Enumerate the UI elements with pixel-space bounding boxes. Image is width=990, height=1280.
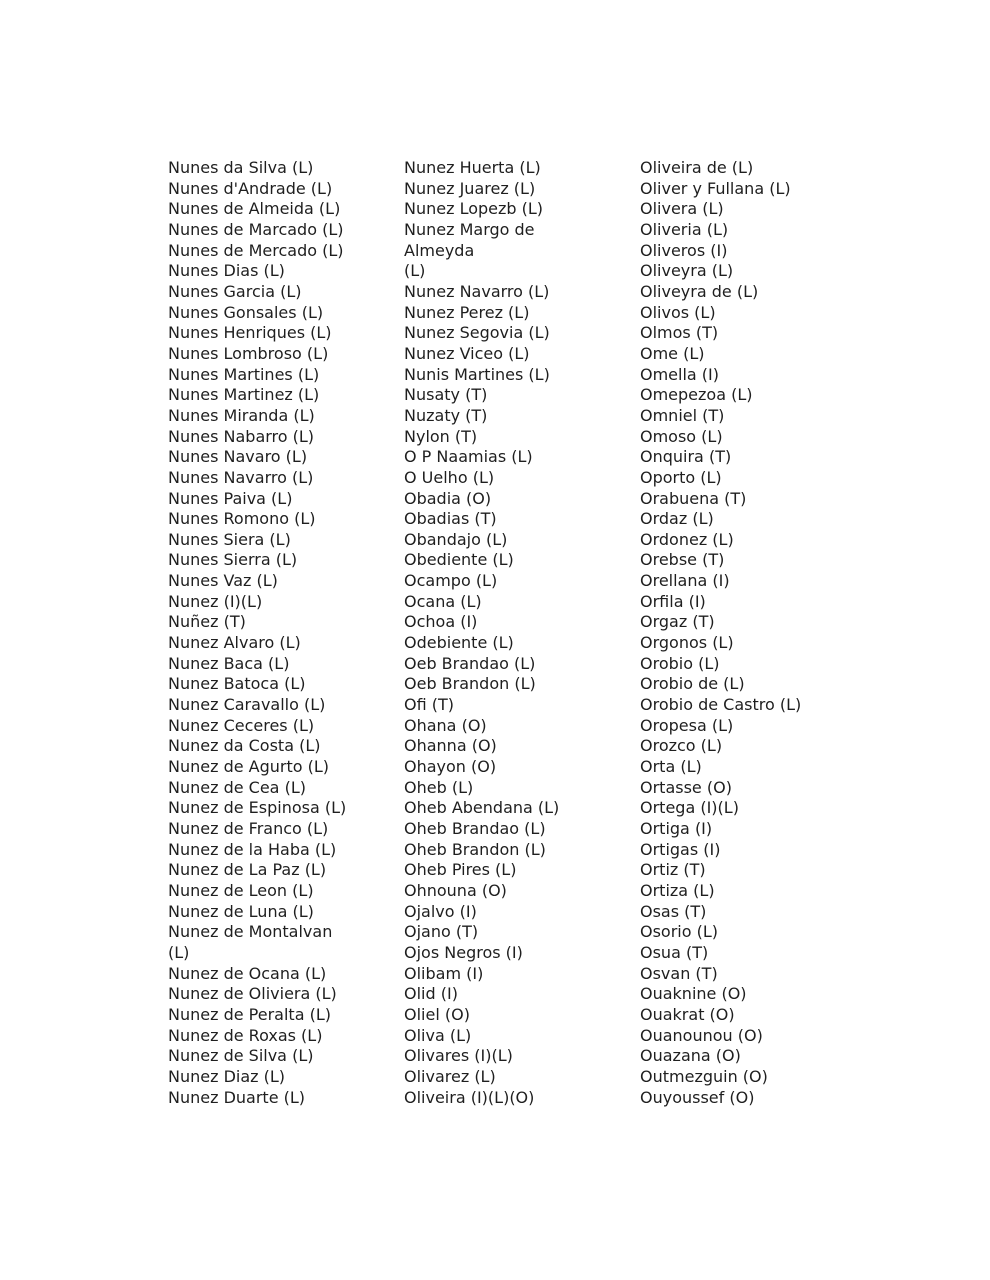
surname-column-1 xyxy=(168,158,390,1108)
surname-entry: Osvan (T) xyxy=(640,963,718,983)
surname-entry: Ortiga (I) xyxy=(640,819,713,838)
surname-entry: Nunez Diaz (L) xyxy=(168,1066,286,1086)
surname-entry: Orgonos (L) xyxy=(640,633,734,653)
surname-entry: Ouyoussef (O) xyxy=(640,1087,755,1107)
surname-entry: Olid (I) xyxy=(404,984,458,1004)
surname-entry: Ojos Negros (I) xyxy=(404,942,523,962)
surname-entry: Omoso (L) xyxy=(640,426,723,446)
surname-entry: Nunez de Peralta (L) xyxy=(168,1004,331,1024)
surname-entry: Nunez Batoca (L) xyxy=(168,674,306,694)
surname-entry: Nunes Navarro (L) xyxy=(168,467,314,487)
surname-entry: Oliveyra de (L) xyxy=(640,281,759,301)
surname-entry: Orobio de (L) xyxy=(640,674,745,694)
surname-entry: Ortega (I)(L) xyxy=(640,798,739,818)
surname-entry: Oheb (L) xyxy=(404,777,474,797)
surname-entry: Ohayon (O) xyxy=(404,757,497,777)
surname-entry: Oheb Abendana (L) xyxy=(404,798,560,818)
surname-entry: Oheb Brandao (L) xyxy=(404,819,546,838)
surname-entry: Nunis Martines (L) xyxy=(404,364,550,384)
surname-entry: Nunes Siera (L) xyxy=(168,529,291,549)
surname-entry: Nunez de Montalvan xyxy=(168,922,333,942)
surname-entry: Orfila (I) xyxy=(640,591,706,611)
surname-entry: Ofi (T) xyxy=(404,695,455,715)
surname-entry: Oliveyra (L) xyxy=(640,261,734,281)
surname-entry: Nunez Duarte (L) xyxy=(168,1087,306,1107)
surname-entry: Orobio (L) xyxy=(640,653,720,673)
surname-entry: Olmos (T) xyxy=(640,323,719,343)
surname-entry: Almeyda xyxy=(404,240,475,260)
surname-entry: Oliva (L) xyxy=(404,1025,472,1045)
surname-entry: Omella (I) xyxy=(640,364,720,384)
surname-entry: Olivera (L) xyxy=(640,199,724,219)
surname-entry: Oropesa (L) xyxy=(640,715,734,735)
surname-entry: Orobio de Castro (L) xyxy=(640,695,802,715)
surname-entry: Nunez de Agurto (L) xyxy=(168,757,330,777)
surname-entry: Oeb Brandao (L) xyxy=(404,653,536,673)
surname-entry: Oliel (O) xyxy=(404,1004,470,1024)
surname-entry: Obadias (T) xyxy=(404,509,497,529)
surname-entry: Nunes Nabarro (L) xyxy=(168,426,315,446)
surname-entry: Nunes Gonsales (L) xyxy=(168,302,324,322)
surname-entry: Nylon (T) xyxy=(404,426,478,446)
surname-entry: Oheb Pires (L) xyxy=(404,860,517,880)
surname-entry: Nunez de La Paz (L) xyxy=(168,860,327,880)
surname-entry: Ochoa (I) xyxy=(404,612,478,632)
surname-entry: Oliveira (I)(L)(O) xyxy=(404,1087,535,1107)
surname-entry: Oliveria (L) xyxy=(640,219,729,239)
surname-entry: Nunes Martinez (L) xyxy=(168,385,320,405)
surname-entry: Ortiz (T) xyxy=(640,860,706,880)
surname-entry: Nunes Garcia (L) xyxy=(168,281,302,301)
surname-entry: Nunez de Leon (L) xyxy=(168,880,314,900)
surname-entry: Nunez de la Haba (L) xyxy=(168,839,337,859)
surname-entry: Obandajo (L) xyxy=(404,529,508,549)
surname-entry: Nunes d'Andrade (L) xyxy=(168,178,333,198)
surname-entry: Olivarez (L) xyxy=(404,1066,496,1086)
surname-entry: Odebiente (L) xyxy=(404,633,514,653)
surname-entry: Nunes Lombroso (L) xyxy=(168,343,329,363)
surname-entry: Nunez de Espinosa (L) xyxy=(168,798,347,818)
surname-entry: Oliver y Fullana (L) xyxy=(640,178,791,198)
surname-entry: Nunez Margo de xyxy=(404,219,535,239)
surname-entry: (L) xyxy=(168,942,190,962)
surname-entry: Nunez Navarro (L) xyxy=(404,281,550,301)
surname-entry: Nunez de Franco (L) xyxy=(168,819,329,838)
surname-entry: Orellana (I) xyxy=(640,571,730,591)
surname-entry: Nunes Paiva (L) xyxy=(168,488,293,508)
surname-entry: Nunez de Roxas (L) xyxy=(168,1025,323,1045)
surname-column-3 xyxy=(640,158,890,1108)
surname-entry: Nunez Perez (L) xyxy=(404,302,530,322)
surname-entry: Nunez Huerta (L) xyxy=(404,158,541,177)
surname-entry: Orebse (T) xyxy=(640,550,725,570)
surname-entry: Ohnouna (O) xyxy=(404,880,507,900)
surname-entry: Oliveros (I) xyxy=(640,240,728,260)
surname-entry: Ouaknine (O) xyxy=(640,984,747,1004)
surname-entry: Olivares (I)(L) xyxy=(404,1046,513,1066)
surname-entry: Ordaz (L) xyxy=(640,509,714,529)
surname-entry: Ojano (T) xyxy=(404,922,479,942)
surname-entry: Nunez Juarez (L) xyxy=(404,178,536,198)
surname-entry: Ocana (L) xyxy=(404,591,482,611)
surname-entry: Osua (T) xyxy=(640,942,709,962)
surname-entry: Outmezguin (O) xyxy=(640,1066,768,1086)
surname-entry: Nunes Dias (L) xyxy=(168,261,285,281)
surname-entry: Olivos (L) xyxy=(640,302,716,322)
surname-entry: Orabuena (T) xyxy=(640,488,747,508)
surname-entry: Ohana (O) xyxy=(404,715,487,735)
surname-entry: Nunez de Ocana (L) xyxy=(168,963,327,983)
surname-entry: Ouakrat (O) xyxy=(640,1004,735,1024)
surname-entry: Nunez de Oliviera (L) xyxy=(168,984,337,1004)
surname-entry: Omniel (T) xyxy=(640,405,725,425)
surname-entry: Nunez Lopezb (L) xyxy=(404,199,544,219)
surname-entry: Nunez Viceo (L) xyxy=(404,343,530,363)
surname-entry: Oliveira de (L) xyxy=(640,158,754,177)
surname-entry: Oporto (L) xyxy=(640,467,722,487)
surname-entry: Nunez Baca (L) xyxy=(168,653,290,673)
surname-entry: Nunes de Almeida (L) xyxy=(168,199,341,219)
surname-entry: Nunes Sierra (L) xyxy=(168,550,298,570)
surname-entry: Olibam (I) xyxy=(404,963,484,983)
surname-entry: Nunez (I)(L) xyxy=(168,591,263,611)
surname-entry: O Uelho (L) xyxy=(404,467,495,487)
surname-entry: Nunes de Mercado (L) xyxy=(168,240,344,260)
surname-entry: Nunez Ceceres (L) xyxy=(168,715,315,735)
surname-entry: Obadia (O) xyxy=(404,488,492,508)
surname-column-2 xyxy=(404,158,626,1108)
surname-entry: Nunes Vaz (L) xyxy=(168,571,278,591)
surname-entry: Nunes Romono (L) xyxy=(168,509,316,529)
surname-entry: Ouazana (O) xyxy=(640,1046,741,1066)
surname-entry: Ordonez (L) xyxy=(640,529,734,549)
surname-entry: (L) xyxy=(404,261,426,281)
surname-entry: Oheb Brandon (L) xyxy=(404,839,546,859)
surname-entry: Orgaz (T) xyxy=(640,612,715,632)
surname-entry: Nunes de Marcado (L) xyxy=(168,219,344,239)
surname-entry: O P Naamias (L) xyxy=(404,447,533,467)
surname-entry: Ojalvo (I) xyxy=(404,901,477,921)
surname-entry: Nunez da Costa (L) xyxy=(168,736,321,756)
surname-entry: Nuzaty (T) xyxy=(404,405,488,425)
surname-entry: Obediente (L) xyxy=(404,550,514,570)
surname-entry: Ocampo (L) xyxy=(404,571,498,591)
surname-entry: Nusaty (T) xyxy=(404,385,488,405)
surname-entry: Oeb Brandon (L) xyxy=(404,674,536,694)
surname-entry: Ome (L) xyxy=(640,343,705,363)
surname-entry: Orta (L) xyxy=(640,757,702,777)
surname-entry: Nunez Caravallo (L) xyxy=(168,695,326,715)
surname-entry: Ortiza (L) xyxy=(640,880,715,900)
surname-entry: Nunes Martines (L) xyxy=(168,364,320,384)
surname-entry: Osorio (L) xyxy=(640,922,719,942)
surname-entry: Onquira (T) xyxy=(640,447,732,467)
surname-entry: Nunez de Cea (L) xyxy=(168,777,306,797)
surname-entry: Ouanounou (O) xyxy=(640,1025,763,1045)
surname-entry: Osas (T) xyxy=(640,901,707,921)
surname-entry: Nunes Miranda (L) xyxy=(168,405,315,425)
surname-entry: Nunes Henriques (L) xyxy=(168,323,332,343)
surname-entry: Ortigas (I) xyxy=(640,839,721,859)
surname-entry: Ortasse (O) xyxy=(640,777,732,797)
surname-entry: Ohanna (O) xyxy=(404,736,497,756)
surname-entry: Omepezoa (L) xyxy=(640,385,753,405)
surname-entry: Nunez Segovia (L) xyxy=(404,323,550,343)
surname-entry: Nunez de Silva (L) xyxy=(168,1046,314,1066)
surname-entry: Nunes Navaro (L) xyxy=(168,447,308,467)
surname-entry: Nunez de Luna (L) xyxy=(168,901,314,921)
surname-entry: Nunes da Silva (L) xyxy=(168,158,314,177)
surname-entry: Nuñez (T) xyxy=(168,612,246,632)
surname-entry: Orozco (L) xyxy=(640,736,723,756)
surname-entry: Nunez Alvaro (L) xyxy=(168,633,301,653)
